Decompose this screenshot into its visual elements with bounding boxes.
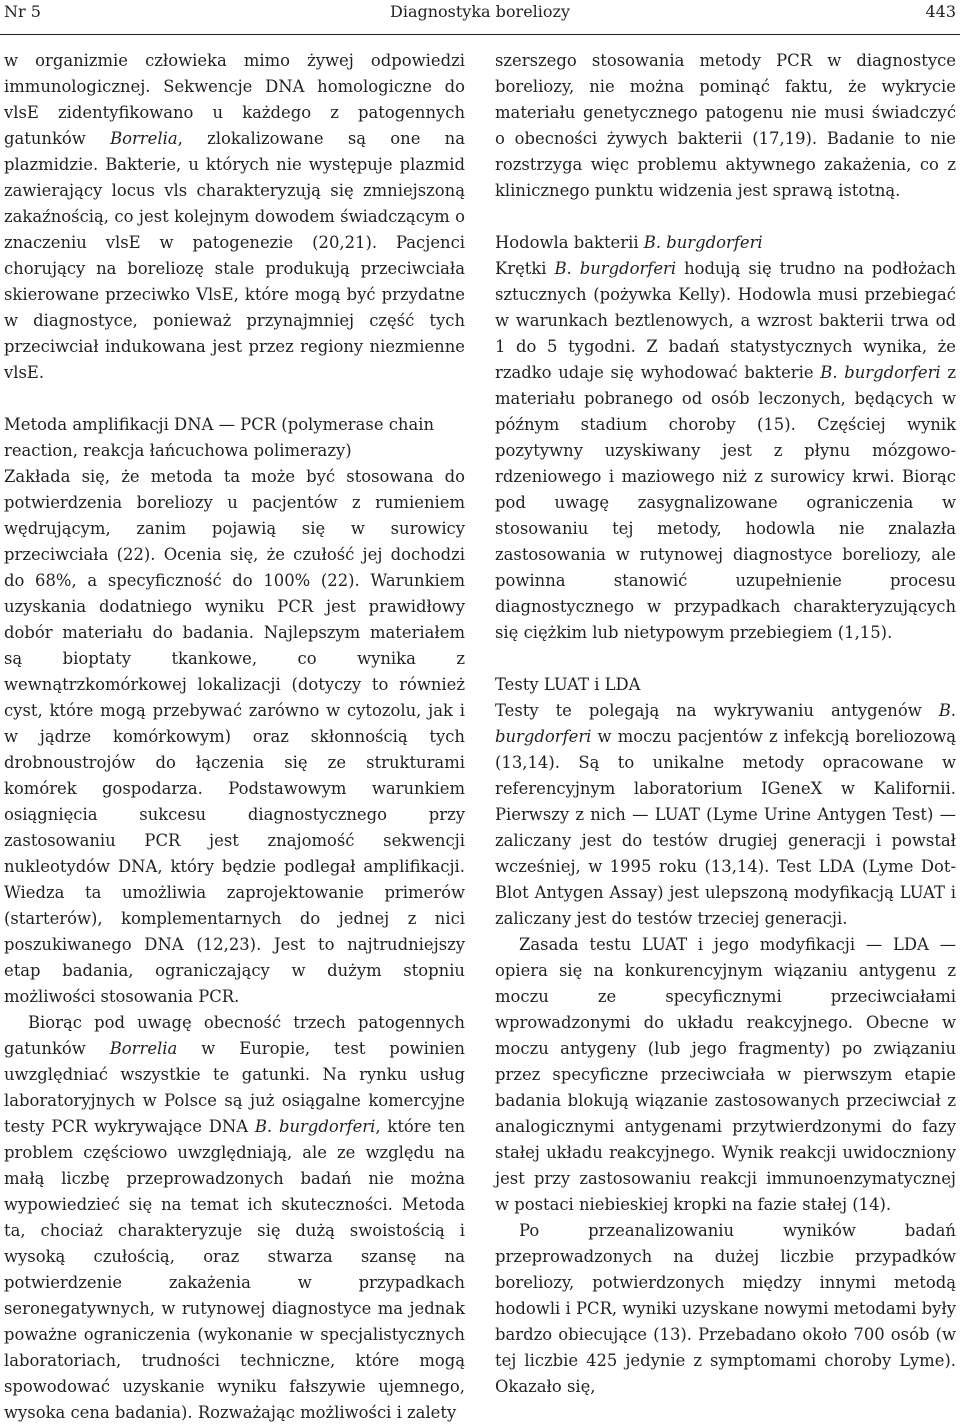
paragraph-spacer — [495, 646, 956, 672]
body-paragraph — [495, 256, 956, 646]
text-run: w organizmie człowieka mimo żywej odpowiedzi immunologicznej. Sekwencje DNA homologiczne do vlsE zidentyfikowano u każdego z patogennych gatunków — [4, 51, 465, 148]
italic-term: B. burgdorferi — [495, 701, 956, 746]
right-column — [495, 48, 956, 1400]
text-run: , zlokalizowane są one na plazmidzie. Bakterie, u których nie występuje plazmid zawierający locus vls charakteryzują się zmniejszoną zakaźnością, co jest kolejnym dowodem świadczącym o znaczeniu vlsE w patogenezie (20,21). Pacjenci chorujący na boreliozę stale produkują przeciwciała skierowane przeciwko VlsE, które mogą być przydatne w diagnostyce, ponieważ przynajmniej część tych przeciwciał indukowana jest przez regiony niezmienne vlsE. — [4, 129, 465, 382]
body-paragraph — [4, 1010, 465, 1426]
text-run: Zasada testu LUAT i jego modyfikacji — LDA — opiera się na konkurencyjnym wiązaniu antygenu z moczu ze specyficznymi przeciwciałami wprowadzonymi do układu reakcyjnego. Obecne w moczu antygeny (lub jego fragmenty) po związaniu przez specyficzne przeciwciała w pierwszym etapie badania blokują wiązanie zastosowanych przeciwciał z analogicznymi antygenami przytwierdzonymi do fazy stałej układu reakcyjnego. Wynik reakcji uwidoczniony jest przy zastosowaniu reakcji immunoenzymatycznej w postaci niebieskiej kropki na fazie stałej (14). — [495, 935, 956, 1214]
section-heading — [4, 412, 465, 464]
text-run: hodują się trudno na podłożach sztucznych (pożywka Kelly). Hodowla musi przebiegać w warunkach beztlenowych, a wzrost bakterii trwa od 1 do 5 tygodni. Z badań statystycznych wynika, że rzadko udaje się wyhodować bakterie — [495, 259, 956, 382]
section-heading — [495, 672, 956, 698]
text-run: Krętki — [495, 259, 555, 278]
text-run: z materiału pobranego od osób leczonych, będących w późnym stadium choroby (15). Częściej wynik pozytywny uzyskiwany jest z płynu mózgowo-rdzeniowego i maziowego niż z surowicy krwi. Biorąc pod uwagę zasygnalizowane ograniczenia w stosowaniu tej metody, hodowla nie znalazła zastosowania w rutynowej diagnostyce boreliozy, ale powinna stanowić uzupełnienie procesu diagnostycznego w przypadkach charakteryzujących się ciężkim lub nietypowym przebiegiem (1,15). — [495, 363, 956, 642]
issue-number: Nr 5 — [4, 2, 41, 21]
body-paragraph — [495, 932, 956, 1218]
italic-term: B. burgdorferi — [820, 363, 941, 382]
italic-term: B. burgdorferi — [254, 1117, 376, 1136]
text-run: szerszego stosowania metody PCR w diagnostyce boreliozy, nie można pominąć faktu, że wykrycie materiału genetycznego patogenu nie musi świadczyć o obecności żywych bakterii (17,19). Badanie to nie rozstrzyga więc problemu aktywnego zakażenia, co z klinicznego punktu widzenia jest sprawą istotną. — [495, 51, 956, 200]
text-run: , które ten problem częściowo uwzględniają, ale ze względu na małą liczbę przeprowadzonych badań nie można wypowiedzieć się na temat ich skuteczności. Metoda ta, chociaż charakteryzuje się dużą swoistością i wysoką czułością, oraz stwarza szansę na potwierdzenie zakażenia w przypadkach seronegatywnych, w rutynowej diagnostyce ma jednak poważne ograniczenia (wykonanie w specjalistycznych laboratoriach, trudności techniczne, które mogą spowodować uzyskanie wyniku fałszywie ujemnego, wysoka cena badania). Rozważając możliwości i zalety — [4, 1117, 465, 1422]
text-run: Metoda amplifikacji DNA — PCR (polymerase chain reaction, reakcja łańcuchowa polimerazy) — [4, 415, 435, 460]
paragraph-spacer — [495, 204, 956, 230]
body-paragraph — [495, 48, 956, 204]
italic-term: B. burgdorferi — [554, 259, 677, 278]
text-run: Testy te polegają na wykrywaniu antygenów — [495, 701, 939, 720]
body-paragraph — [4, 48, 465, 386]
paragraph-spacer — [4, 386, 465, 412]
left-column — [4, 48, 465, 1426]
italic-term: B. burgdorferi — [643, 233, 763, 252]
text-run: Testy LUAT i LDA — [495, 675, 641, 694]
running-title: Diagnostyka boreliozy — [390, 2, 570, 21]
body-paragraph — [4, 464, 465, 1010]
text-run: Po przeanalizowaniu wyników badań przeprowadzonych na dużej liczbie przypadków boreliozy, potwierdzonych między innymi metodą hodowli i PCR, wyniki uzyskane nowymi metodami były bardzo obiecujące (13). Przebadano około 700 osób (w tej liczbie 425 jedynie z symptomami choroby Lyme). Okazało się, — [495, 1221, 956, 1396]
italic-term: Borrelia — [110, 129, 178, 148]
italic-term: Borrelia — [109, 1039, 178, 1058]
text-run: Biorąc pod uwagę obecność trzech patogennych gatunków — [4, 1013, 465, 1058]
body-paragraph — [495, 698, 956, 932]
text-run: w moczu pacjentów z infekcją boreliozową (13,14). Są to unikalne metody opracowane w referencyjnym laboratorium IGeneX w Kalifornii. Pierwszy z nich — LUAT (Lyme Urine Antygen Test) — zaliczany jest do testów drugiej generacji i powstał wcześniej, w 1995 roku (13,14). Test LDA (Lyme Dot-Blot Antygen Assay) jest ulepszoną modyfikacją LUAT i zaliczany jest do testów trzeciej generacji. — [495, 727, 956, 928]
text-run: Hodowla bakterii — [495, 233, 644, 252]
body-paragraph — [495, 1218, 956, 1400]
text-run: w Europie, test powinien uwzględniać wszystkie te gatunki. Na rynku usług laboratoryjnych w Polsce są już osiągalne komercyjne testy PCR wykrywające DNA — [4, 1039, 465, 1136]
text-run: Zakłada się, że metoda ta może być stosowana do potwierdzenia boreliozy u pacjentów z rumieniem wędrującym, zanim pojawią się w surowicy przeciwciała (22). Ocenia się, że czułość jej dochodzi do 68%, a specyficzność do 100% (22). Warunkiem uzyskania dodatniego wyniku PCR jest prawidłowy dobór materiału do badania. Najlepszym materiałem są bioptaty tkankowe, co wynika z wewnątrzkomórkowej lokalizacji (dotyczy to również cyst, które mogą przebywać zarówno w cytozolu, jak i w jądrze komórkowym) oraz skłonnością tych drobnoustrojów do łączenia się ze strukturami komórek gospodarza. Podstawowym warunkiem osiągnięcia sukcesu diagnostycznego przy zastosowaniu PCR jest znajomość sekwencji nukleotydów DNA, który będzie podlegał amplifikacji. Wiedza ta umożliwia zaprojektowanie primerów (starterów), komplementarnych do jednej z nici poszukiwanego DNA (12,23). Jest to najtrudniejszy etap badania, ograniczający w dużym stopniu możliwości stosowania PCR. — [4, 467, 465, 1006]
page-number: 443 — [925, 2, 956, 21]
header-rule — [0, 34, 960, 35]
section-heading — [495, 230, 956, 256]
running-header — [0, 0, 960, 36]
